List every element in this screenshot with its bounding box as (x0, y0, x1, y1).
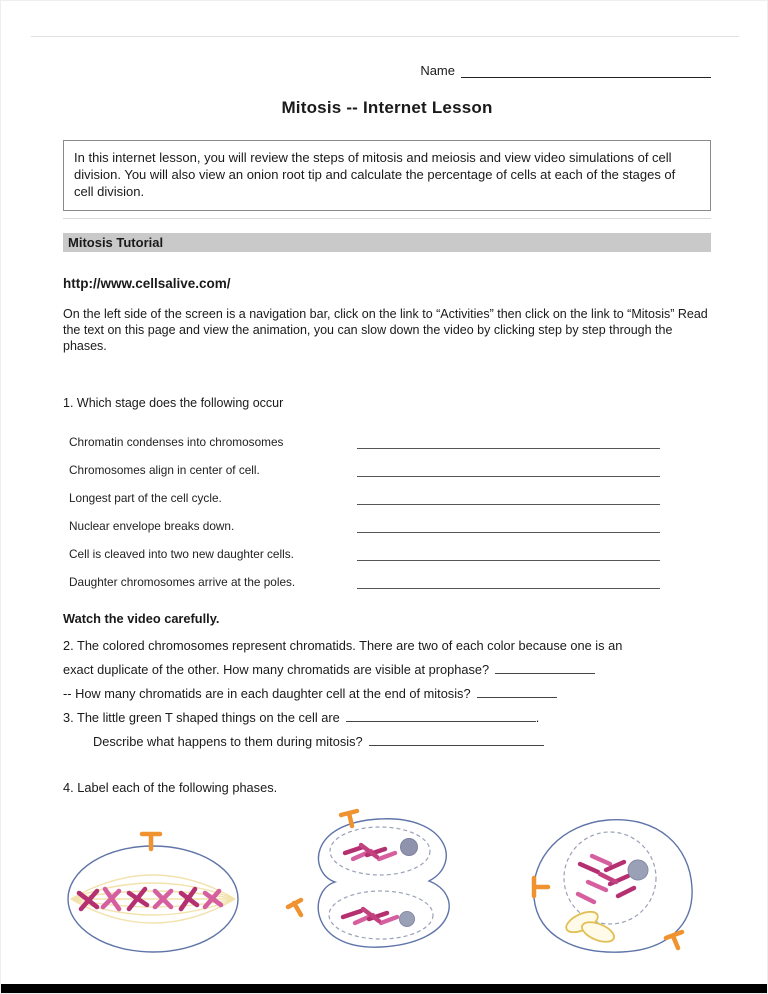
cellsalive-url: http://www.cellsalive.com/ (63, 276, 231, 292)
q1-item-label: Chromatin condenses into chromosomes (69, 435, 284, 450)
q1-item-label: Cell is cleaved into two new daughter cells. (69, 547, 294, 562)
question-1-list (63, 432, 711, 589)
q2-text: -- How many chromatids are in each daughter cell at the end of mitosis? (63, 686, 471, 702)
question-1-prompt: 1. Which stage does the following occur (63, 396, 284, 411)
name-label: Name (420, 63, 455, 78)
answer-blank (357, 572, 660, 589)
nucleolus (400, 912, 415, 927)
q2-text: exact duplicate of the other. How many chromatids are visible at prophase? (63, 662, 490, 678)
page-title: Mitosis -- Internet Lesson (281, 98, 493, 117)
answer-blank (477, 685, 557, 698)
page-frame-rule (31, 36, 739, 37)
q1-item-label: Longest part of the cell cycle. (69, 491, 222, 506)
cell-diagram-anaphase (63, 827, 243, 957)
intro-text: In this internet lesson, you will review the steps of mitosis and meiosis and view video simulations of cell division. You will also view an onion root tip and calculate the percentage of cells at each of the stages of cell division. (74, 150, 676, 200)
q3-followup-text: Describe what happens to them during mitosis? (93, 734, 363, 750)
answer-blank (357, 516, 660, 533)
list-item (69, 460, 711, 477)
list-item (69, 516, 711, 533)
q2-line-3 (63, 682, 711, 706)
list-item (69, 488, 711, 505)
scan-artifact-rule (63, 218, 711, 219)
section-header-mitosis-tutorial: Mitosis Tutorial (63, 233, 711, 252)
answer-blank (369, 733, 544, 746)
q1-item-label: Daughter chromosomes arrive at the poles. (69, 575, 296, 590)
q3-text: 3. The little green T shaped things on the cell are (63, 710, 340, 726)
cell-diagram-telophase (283, 807, 473, 957)
answer-blank (357, 460, 660, 477)
phase-figure-1 (63, 827, 243, 988)
question-4-prompt: 4. Label each of the following phases. (63, 780, 278, 796)
scan-artifact-bar (1, 984, 767, 993)
question-2-3-block (63, 634, 711, 754)
phase-figure-2 (283, 807, 473, 988)
q2-line-1 (63, 634, 711, 658)
list-item (69, 572, 711, 589)
nucleolus (628, 860, 648, 880)
answer-blank (495, 661, 595, 674)
q3-suffix: . (535, 710, 540, 726)
q3-line-2 (93, 730, 711, 754)
answer-blank (357, 488, 660, 505)
name-answer-blank (461, 65, 711, 78)
q2-line-2 (63, 658, 711, 682)
q1-item-label: Chromosomes align in center of cell. (69, 463, 260, 478)
watch-video-heading: Watch the video carefully. (63, 611, 220, 627)
name-row (63, 63, 711, 78)
q2-text: 2. The colored chromosomes represent chromatids. There are two of each color because one is an (63, 638, 623, 654)
phase-figure-3 (518, 812, 698, 988)
phase-diagrams (63, 807, 711, 988)
q3-line-1 (63, 706, 711, 730)
list-item (69, 432, 711, 449)
intro-box (63, 140, 711, 211)
q1-item-label: Nuclear envelope breaks down. (69, 519, 235, 534)
instructions-text: On the left side of the screen is a navigation bar, click on the link to “Activities” then click on the link to “Mitosis” Read the text on this page and view the animation, you can slow down the video by clicking step by step through the phases. (63, 307, 708, 354)
cell-diagram-prophase (518, 812, 698, 957)
nucleolus (401, 839, 418, 856)
answer-blank (357, 432, 660, 449)
answer-blank (346, 709, 536, 722)
answer-blank (357, 544, 660, 561)
list-item (69, 544, 711, 561)
